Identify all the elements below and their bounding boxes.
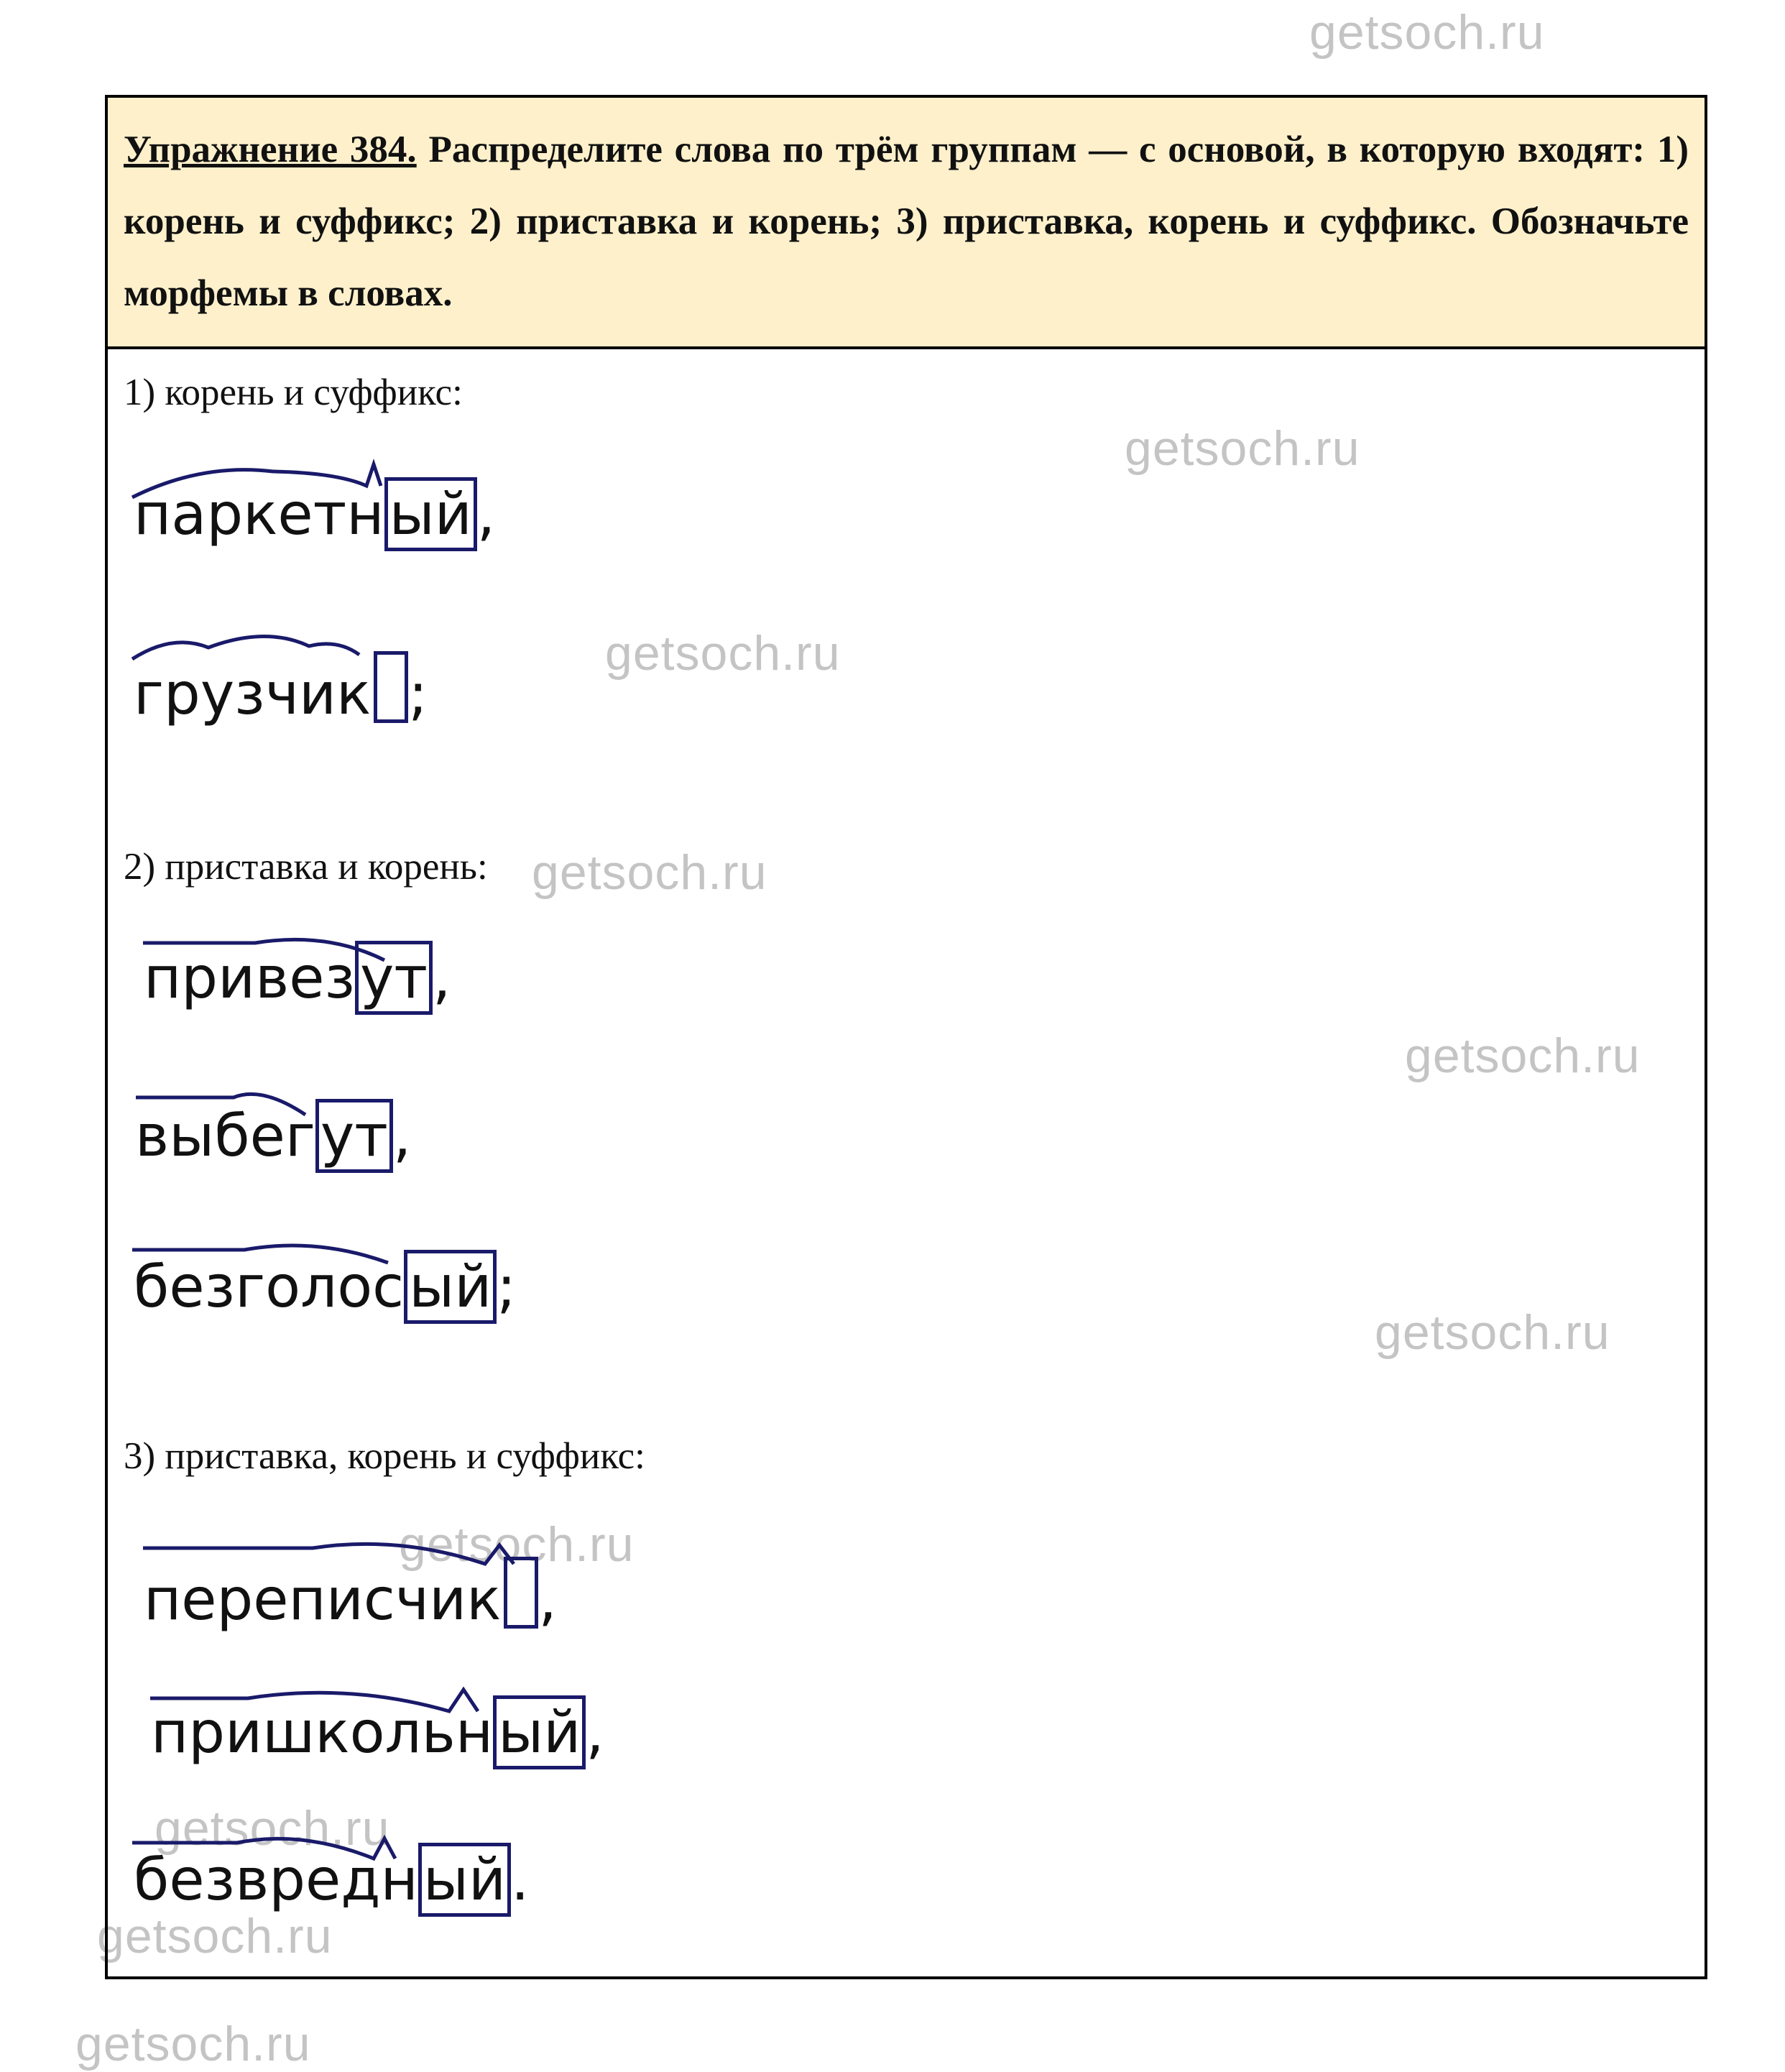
word-gruzchik	[134, 651, 428, 727]
task-paragraph	[124, 114, 1689, 329]
group-label: 2) приставка и корень:	[124, 846, 488, 888]
word-prishkolnyj	[151, 1699, 604, 1766]
word-stem: безвредн	[134, 1846, 418, 1913]
task-text: Распределите слова по трём группам — с основой, в которую входят: 1) корень и суффикс; 2) приставка и корень; 3) приставка, корень и суффикс. Обозначьте морфемы в словах.	[124, 129, 1689, 314]
word-ending: ут	[315, 1099, 393, 1173]
watermark: getsoch.ru	[1375, 1305, 1610, 1360]
word-stem: безголос	[134, 1253, 405, 1320]
word-stem: грузчик	[134, 660, 372, 727]
word-ending: ый	[404, 1250, 497, 1324]
word-stem: привез	[144, 944, 355, 1011]
group-label: 1) корень и суффикс:	[124, 372, 463, 413]
word-privezut	[144, 944, 451, 1011]
task-header	[108, 98, 1705, 349]
word-ending: ый	[384, 477, 477, 551]
watermark: getsoch.ru	[75, 2017, 311, 2071]
word-stem: переписчик	[144, 1566, 502, 1633]
watermark: getsoch.ru	[1405, 1028, 1641, 1083]
zero-ending-box	[504, 1557, 538, 1629]
word-punct: ,	[538, 1566, 557, 1633]
word-punct: ,	[476, 481, 496, 548]
watermark: getsoch.ru	[532, 845, 767, 900]
word-ending: ый	[418, 1843, 511, 1917]
word-punct: .	[511, 1846, 530, 1913]
word-parketnyj	[134, 481, 496, 548]
watermark: getsoch.ru	[154, 1801, 390, 1856]
word-stem: выбег	[135, 1102, 315, 1169]
word-punct: ;	[408, 660, 428, 727]
watermark: getsoch.ru	[399, 1517, 635, 1572]
exercise-title: Упражнение 384.	[124, 129, 417, 170]
word-ending: ут	[355, 941, 433, 1015]
word-punct: ;	[497, 1253, 517, 1320]
word-punct: ,	[392, 1102, 412, 1169]
word-bezvrednyj	[134, 1846, 530, 1913]
word-punct: ,	[432, 944, 451, 1011]
zero-ending-box	[374, 651, 408, 723]
watermark: getsoch.ru	[97, 1909, 333, 1963]
word-vybegut	[135, 1102, 412, 1169]
group-label: 3) приставка, корень и суффикс:	[124, 1435, 645, 1477]
word-bezgolosyj	[134, 1253, 517, 1320]
watermark: getsoch.ru	[605, 626, 841, 681]
word-ending: ый	[493, 1695, 586, 1769]
watermark: getsoch.ru	[1309, 5, 1545, 60]
word-stem: пришкольн	[151, 1699, 494, 1766]
watermark: getsoch.ru	[1125, 421, 1360, 476]
exercise-frame	[105, 95, 1707, 1979]
word-stem: паркетн	[134, 481, 384, 548]
word-perepischik	[144, 1557, 557, 1633]
word-punct: ,	[586, 1699, 604, 1766]
